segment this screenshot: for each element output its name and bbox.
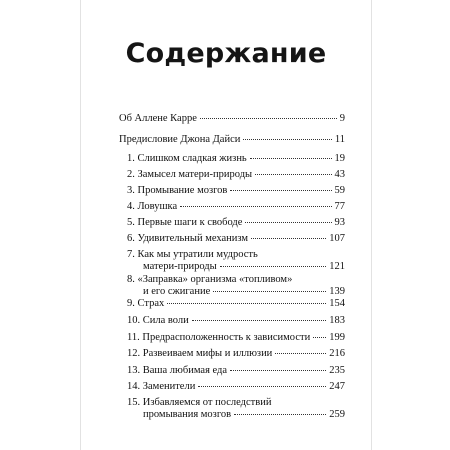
leader-dots [255, 173, 331, 175]
toc-entry [127, 274, 345, 298]
toc-page-number: 43 [334, 169, 345, 180]
leader-dots [313, 336, 326, 338]
leader-dots [200, 117, 337, 119]
toc-entry-label-continued: промывания мозгов [143, 409, 232, 420]
toc-page-number: 19 [334, 153, 345, 164]
leader-dots [192, 319, 326, 321]
toc-entry-label: 14. Заменители [127, 381, 196, 392]
toc-entry [127, 332, 345, 344]
leader-dots [213, 290, 326, 292]
toc-entry-label: 1. Слишком сладкая жизнь [127, 153, 247, 164]
toc-page-number: 9 [339, 113, 345, 124]
toc-page-number: 199 [329, 332, 345, 343]
toc-entry [119, 134, 345, 146]
toc-entry-label: 9. Страх [127, 298, 165, 309]
leader-dots [275, 352, 326, 354]
toc-entry [127, 397, 345, 421]
toc-page-number: 235 [329, 365, 345, 376]
toc-entry [127, 217, 345, 229]
toc-page-number: 59 [334, 185, 345, 196]
leader-dots [220, 265, 327, 267]
toc-page-number: 183 [329, 315, 345, 326]
toc-page-number: 77 [334, 201, 345, 212]
toc-entry-label: 4. Ловушка [127, 201, 178, 212]
toc-page-number: 93 [334, 217, 345, 228]
toc-page-number: 139 [329, 286, 345, 297]
toc-entry-label: 15. Избавляемся от последствий [127, 397, 272, 408]
toc-entry-label: Предисловие Джона Дайси [119, 134, 241, 145]
leader-dots [251, 237, 326, 239]
toc-page-number: 11 [334, 134, 345, 145]
leader-dots [198, 385, 326, 387]
page-title: Содержание [125, 38, 327, 69]
leader-dots [230, 369, 326, 371]
toc-entry-label: 3. Промывание мозгов [127, 185, 228, 196]
toc-entry [127, 153, 345, 165]
toc-entry [127, 315, 345, 327]
toc-entry [127, 201, 345, 213]
toc-entry-label: 2. Замысел матери-природы [127, 169, 253, 180]
toc-entry-label: 8. «Заправка» организма «топливом» [127, 274, 293, 285]
leader-dots [245, 221, 331, 223]
toc-entry [127, 365, 345, 377]
leader-dots [243, 138, 332, 140]
toc-page-number: 216 [329, 348, 345, 359]
toc-entry-label: 12. Развеиваем мифы и иллюзии [127, 348, 273, 359]
book-page [80, 0, 372, 450]
toc-entry [127, 381, 345, 393]
toc-entry-label: 6. Удивительный механизм [127, 233, 249, 244]
toc-entry [127, 348, 345, 360]
toc-entry-label-continued: и его сжигание [143, 286, 211, 297]
toc-page-number: 259 [329, 409, 345, 420]
toc-entry [127, 249, 345, 273]
leader-dots [230, 189, 331, 191]
toc-entry [127, 185, 345, 197]
toc-page-number: 121 [329, 261, 345, 272]
toc-page-number: 107 [329, 233, 345, 244]
toc-page-number: 247 [329, 381, 345, 392]
toc-entry-label-continued: матери-природы [143, 261, 217, 272]
leader-dots [250, 157, 332, 159]
toc-entry-label: Об Аллене Карре [119, 113, 197, 124]
leader-dots [234, 413, 326, 415]
toc-entry [127, 298, 345, 310]
leader-dots [167, 302, 326, 304]
toc-entry [127, 169, 345, 181]
toc-entry-label: 13. Ваша любимая еда [127, 365, 228, 376]
toc-entry [127, 233, 345, 245]
toc-entry-label: 10. Сила воли [127, 315, 189, 326]
toc-entry [119, 113, 345, 125]
toc-entry-label: 11. Предрасположенность к зависимости [127, 332, 311, 343]
toc-page-number: 154 [329, 298, 345, 309]
toc-entry-label: 7. Как мы утратили мудрость [127, 249, 258, 260]
leader-dots [180, 205, 331, 207]
toc-entry-label: 5. Первые шаги к свободе [127, 217, 243, 228]
